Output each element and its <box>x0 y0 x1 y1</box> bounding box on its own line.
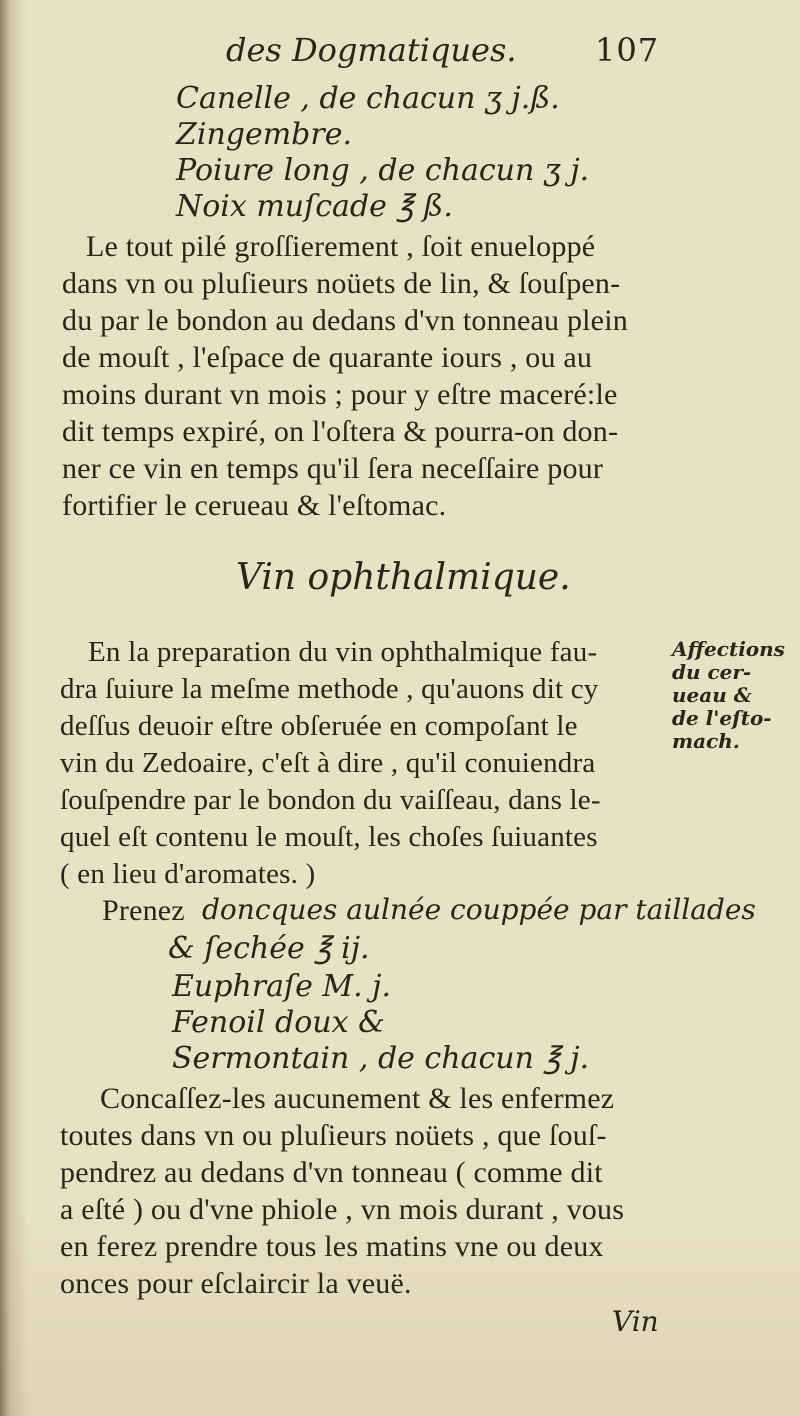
paragraph-line: ( en lieu d'aromates. ) <box>60 858 316 890</box>
paragraph-line: quel eſt contenu le mouſt, les choſes ſuiuantes <box>60 821 598 853</box>
recipe-line: Sermontain , de chacun ℥ j. <box>172 1041 590 1076</box>
recipe-line: Zingembre. <box>176 117 353 152</box>
recipe-line: Fenoil doux & <box>172 1005 385 1040</box>
paragraph-line: vin du Zedoaire, c'eſt à dire , qu'il conuiendra <box>60 747 596 779</box>
recipe-line: & ſechée ℥ ij. <box>168 931 370 966</box>
paragraph-line: du par le bondon au dedans d'vn tonneau plein <box>62 304 628 337</box>
paragraph-line: moins durant vn mois ; pour y eſtre maceré:le <box>62 378 618 411</box>
paragraph-line: Concaſſez-les aucunement & les enfermez <box>100 1082 615 1115</box>
paragraph-line: ner ce vin en temps qu'il ſera neceſſaire pour <box>62 452 604 485</box>
recipe-line: doncques aulnée couppée par taillades <box>202 893 756 926</box>
running-title: des Dogmatiques. <box>226 31 517 69</box>
section-title: Vin ophthalmique. <box>236 557 571 598</box>
paragraph-line: toutes dans vn ou pluſieurs noüets , que ſouſ- <box>60 1119 607 1152</box>
paragraph-line: fortifier le cerueau & l'eſtomac. <box>62 489 447 522</box>
margin-note <box>672 638 794 753</box>
margin-note-line: du cer- <box>672 660 752 684</box>
paragraph-line: pendrez au dedans d'vn tonneau ( comme dit <box>60 1156 603 1189</box>
paragraph-line: Le tout pilé groſſierement , ſoit enueloppé <box>86 230 596 263</box>
paragraph-line: ſouſpendre par le bondon du vaiſſeau, dans le- <box>60 784 601 816</box>
catchword: Vin <box>612 1305 659 1338</box>
page-number: 107 <box>595 31 660 69</box>
margin-note-line: Affections <box>672 637 785 661</box>
recipe-line: Poiure long , de chacun ʒ j. <box>176 153 590 188</box>
paragraph-line: en ferez prendre tous les matins vne ou deux <box>60 1230 604 1263</box>
margin-note-line: de l'eſto- <box>672 706 772 730</box>
paragraph-line: onces pour eſclaircir la veuë. <box>60 1267 412 1300</box>
recipe-intro: Prenez <box>102 894 185 927</box>
paragraph-line: En la preparation du vin ophthalmique fau- <box>88 636 598 668</box>
paragraph-line: deſſus deuoir eſtre obſeruée en compoſant le <box>60 710 578 742</box>
recipe-line: Noix muſcade ℥ ß. <box>176 189 453 224</box>
paragraph-line: de mouſt , l'eſpace de quarante iours , ou au <box>62 341 593 374</box>
margin-note-line: mach. <box>672 729 740 753</box>
recipe-line: Euphraſe M. j. <box>172 969 391 1004</box>
paragraph-line: a eſté ) ou d'vne phiole , vn mois durant , vous <box>60 1193 625 1226</box>
paragraph-line: dit temps expiré, on l'oſtera & pourra-on don- <box>62 415 619 448</box>
paragraph-line: dans vn ou pluſieurs noüets de lin, & ſouſpen- <box>62 267 621 300</box>
recipe-line: Canelle , de chacun ʒ j.ß. <box>176 81 560 116</box>
margin-note-line: ueau & <box>672 683 752 707</box>
paragraph-line: dra ſuiure la meſme methode , qu'auons dit cy <box>60 673 599 705</box>
